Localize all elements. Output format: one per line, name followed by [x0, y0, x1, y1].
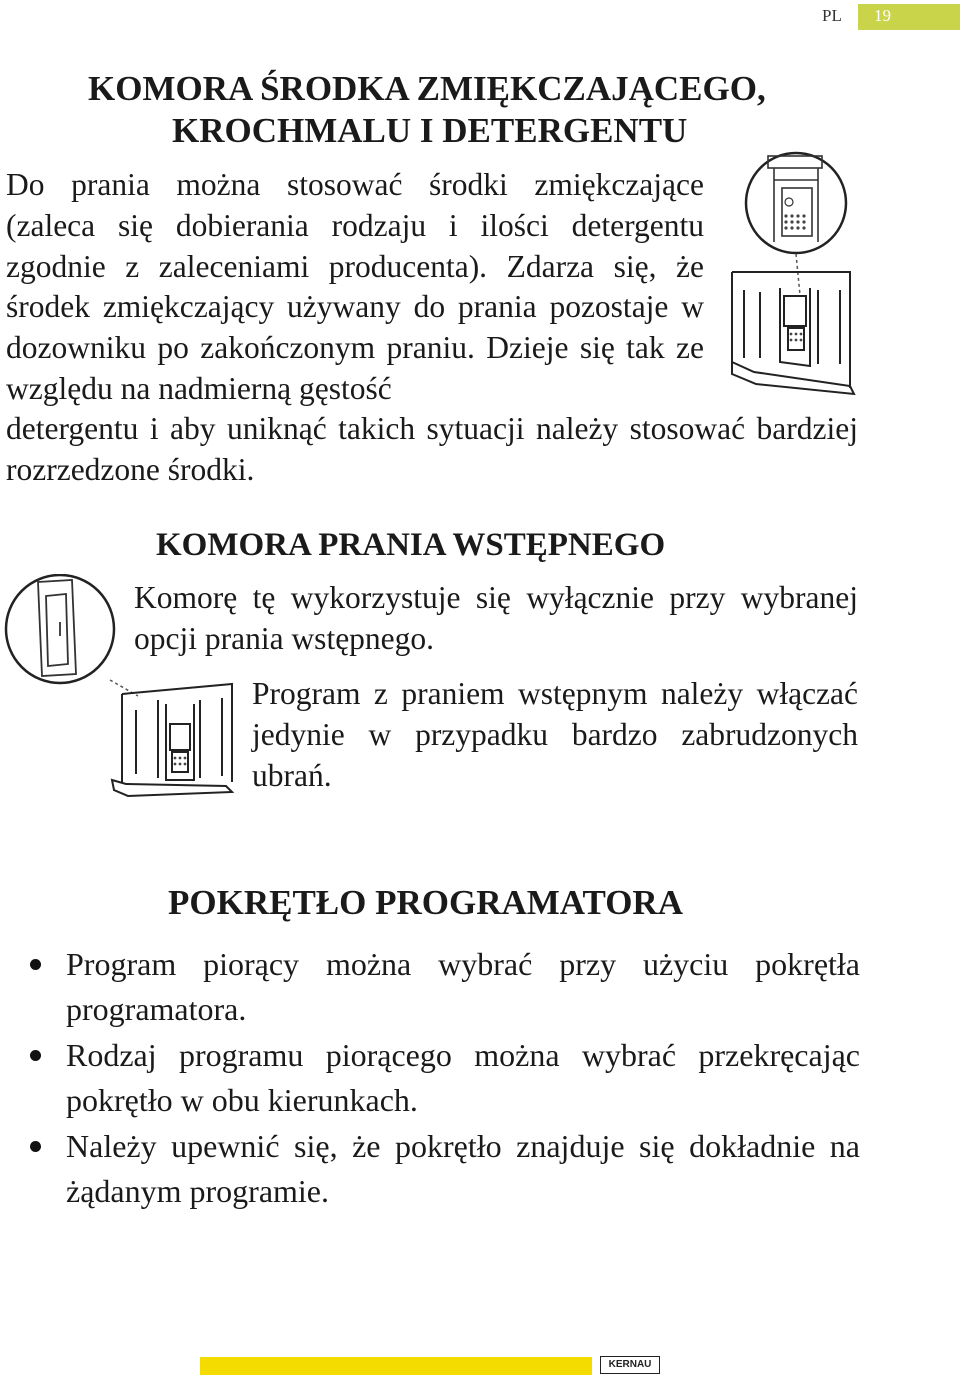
- list-item-text: Należy upewnić się, że pokrętło znajduje się dokładnie na żądanym programie.: [66, 1128, 860, 1209]
- detergent-drawer-softener-compartment-icon: [722, 150, 862, 410]
- bullet-icon: [30, 1141, 41, 1152]
- footer-accent-bar: [200, 1357, 592, 1375]
- programmer-bullet-list: [0, 942, 860, 1215]
- bullet-icon: [30, 959, 41, 970]
- brand-logo: KERNAU: [600, 1356, 660, 1374]
- section-prewash-paragraph2: Program z praniem wstępnym należy włączać jedynie w przypadku bardzo zabrudzonych ubrań.: [252, 676, 858, 793]
- list-item: [0, 1124, 860, 1213]
- list-item: [0, 1033, 860, 1122]
- section-softener-paragraph-part2: detergentu i aby uniknąć takich sytuacji należy stosować bardziej rozrzedzone środki.: [6, 411, 858, 487]
- list-item: [0, 942, 860, 1031]
- page-number: 19: [874, 6, 891, 25]
- list-item-text: Rodzaj programu piorącego można wybrać przekręcając pokrętło w obu kierunkach.: [66, 1037, 860, 1118]
- section-programmer-title: POKRĘTŁO PROGRAMATORA: [168, 883, 683, 922]
- prewash-compartment-detail-icon: [2, 574, 120, 695]
- section-softener-title-line1: KOMORA ŚRODKA ZMIĘKCZAJĄCEGO,: [88, 69, 766, 108]
- language-code: PL: [822, 6, 842, 25]
- section-softener-title-line2: KROCHMALU I DETERGENTU: [172, 111, 688, 150]
- section-prewash-paragraph1: Komorę tę wykorzystuje się wyłącznie przy wybranej opcji prania wstępnego.: [134, 580, 858, 656]
- list-item-text: Program piorący można wybrać przy użyciu pokrętła programatora.: [66, 946, 860, 1027]
- section-softener-paragraph-part1: Do prania można stosować środki zmiękczające (zaleca się dobierania rodzaju i ilości detergentu zgodnie z zaleceniami producenta). Zdarza się, że środek zmiękczający używany do prania pozostaje w dozowniku po zakończonym praniu. Dzieje się tak ze względu na nadmierną gęstość: [6, 167, 704, 406]
- bullet-icon: [30, 1050, 41, 1061]
- section-prewash-title: KOMORA PRANIA WSTĘPNEGO: [156, 527, 666, 563]
- detergent-drawer-icon: [108, 670, 243, 825]
